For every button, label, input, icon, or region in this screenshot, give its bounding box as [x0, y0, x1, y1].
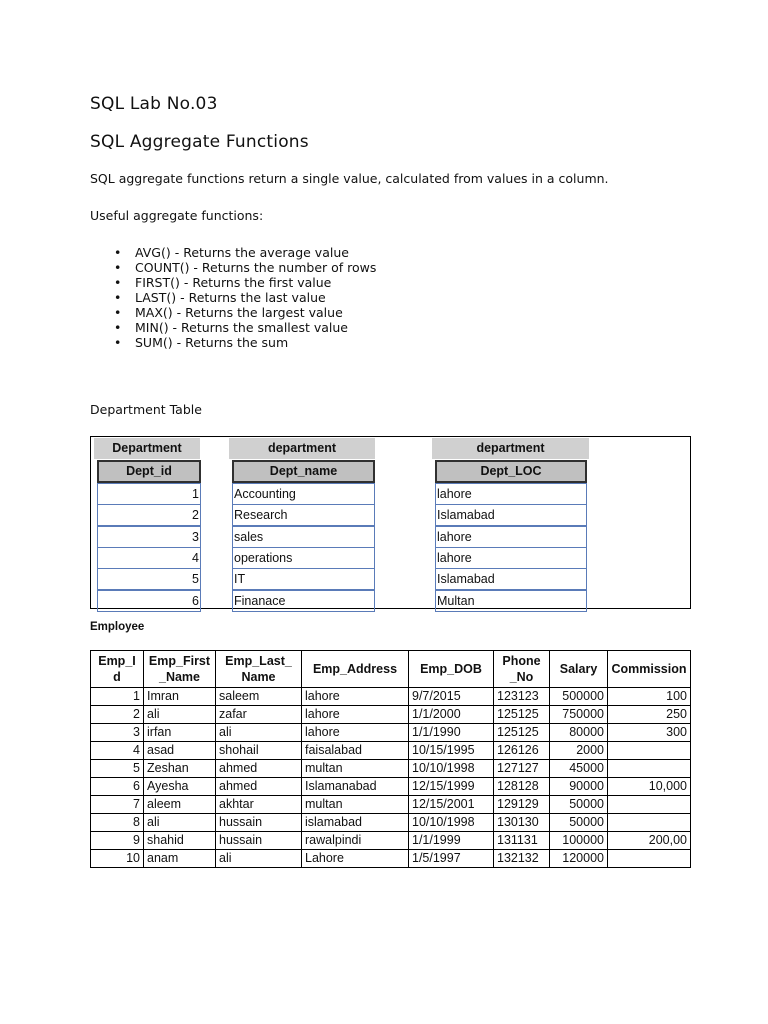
table-cell: ali	[216, 724, 302, 742]
bullet-icon: •	[114, 290, 122, 305]
table-cell: 129129	[494, 796, 550, 814]
intro-paragraph: SQL aggregate functions return a single value, calculated from values in a column.	[90, 171, 609, 186]
list-item	[90, 305, 376, 320]
section-title: SQL Aggregate Functions	[90, 132, 309, 152]
column-header: Phone _No	[494, 651, 550, 688]
table-cell: 10/10/1998	[409, 814, 494, 832]
list-item-text: MAX() - Returns the largest value	[135, 305, 343, 320]
table-cell: lahore	[435, 526, 587, 548]
table-cell: 125125	[494, 724, 550, 742]
table-cell: 10	[91, 850, 144, 868]
table-row	[91, 688, 691, 706]
table-cell: 300	[608, 724, 691, 742]
table-cell: 2	[91, 706, 144, 724]
table-row	[91, 760, 691, 778]
dept-name-column-header: Dept_name	[232, 460, 375, 483]
page-title: SQL Lab No.03	[90, 94, 218, 114]
table-cell	[608, 814, 691, 832]
table-cell: shohail	[216, 742, 302, 760]
column-header: Emp_I d	[91, 651, 144, 688]
table-cell: ali	[144, 706, 216, 724]
table-cell: Islamabad	[435, 504, 587, 526]
table-row	[91, 706, 691, 724]
table-cell: 12/15/1999	[409, 778, 494, 796]
table-cell: hussain	[216, 832, 302, 850]
bullet-icon: •	[114, 245, 122, 260]
useful-functions-label: Useful aggregate functions:	[90, 208, 264, 223]
table-cell: 7	[91, 796, 144, 814]
dept-loc-table-header: department	[432, 438, 589, 459]
list-item-text: FIRST() - Returns the first value	[135, 275, 332, 290]
table-cell: aleem	[144, 796, 216, 814]
table-cell: 126126	[494, 742, 550, 760]
list-item-text: COUNT() - Returns the number of rows	[135, 260, 377, 275]
table-cell: multan	[302, 760, 409, 778]
table-cell: Lahore	[302, 850, 409, 868]
table-cell: Islamanabad	[302, 778, 409, 796]
table-cell: Ayesha	[144, 778, 216, 796]
table-cell: 1	[97, 483, 201, 505]
table-row	[91, 724, 691, 742]
list-item-text: AVG() - Returns the average value	[135, 245, 349, 260]
table-cell: lahore	[302, 706, 409, 724]
table-cell: 500000	[550, 688, 608, 706]
table-cell: multan	[302, 796, 409, 814]
table-cell: Multan	[435, 590, 587, 612]
table-cell: 127127	[494, 760, 550, 778]
table-cell: 2	[97, 504, 201, 526]
table-row	[91, 814, 691, 832]
table-cell: 50000	[550, 814, 608, 832]
bullet-icon: •	[114, 275, 122, 290]
table-cell: anam	[144, 850, 216, 868]
table-cell: 123123	[494, 688, 550, 706]
table-cell: 1/1/2000	[409, 706, 494, 724]
table-cell: 100000	[550, 832, 608, 850]
table-cell: 125125	[494, 706, 550, 724]
table-cell: 1/1/1990	[409, 724, 494, 742]
table-cell: 4	[91, 742, 144, 760]
table-cell: 9	[91, 832, 144, 850]
table-cell: 90000	[550, 778, 608, 796]
table-cell: 128128	[494, 778, 550, 796]
table-header-row	[91, 651, 691, 688]
table-cell: irfan	[144, 724, 216, 742]
column-header: Emp_Address	[302, 651, 409, 688]
table-cell: 3	[97, 526, 201, 548]
list-item	[90, 335, 376, 350]
table-cell	[608, 760, 691, 778]
table-cell	[608, 850, 691, 868]
column-header: Emp_First _Name	[144, 651, 216, 688]
table-cell: lahore	[435, 547, 587, 569]
list-item	[90, 245, 376, 260]
table-cell: 2000	[550, 742, 608, 760]
table-cell: Islamabad	[435, 568, 587, 590]
table-cell: Accounting	[232, 483, 375, 505]
table-cell: 9/7/2015	[409, 688, 494, 706]
aggregate-function-list	[90, 245, 376, 350]
table-cell: 8	[91, 814, 144, 832]
table-cell: asad	[144, 742, 216, 760]
dept-id-column-header: Dept_id	[97, 460, 201, 483]
list-item	[90, 290, 376, 305]
table-cell: 5	[97, 568, 201, 590]
table-cell: 3	[91, 724, 144, 742]
bullet-icon: •	[114, 320, 122, 335]
table-cell: 130130	[494, 814, 550, 832]
table-cell	[608, 742, 691, 760]
employee-table-caption: Employee	[90, 621, 145, 633]
table-cell: lahore	[302, 724, 409, 742]
table-cell: Finanace	[232, 590, 375, 612]
bullet-icon: •	[114, 260, 122, 275]
list-item	[90, 320, 376, 335]
table-cell	[608, 796, 691, 814]
table-cell: 1/5/1997	[409, 850, 494, 868]
dept-name-table-header: department	[229, 438, 375, 459]
table-cell: ahmed	[216, 760, 302, 778]
table-cell: sales	[232, 526, 375, 548]
table-cell: 120000	[550, 850, 608, 868]
table-row	[91, 796, 691, 814]
table-cell: Research	[232, 504, 375, 526]
table-cell: 6	[97, 590, 201, 612]
table-row	[91, 742, 691, 760]
table-cell: 12/15/2001	[409, 796, 494, 814]
list-item-text: SUM() - Returns the sum	[135, 335, 289, 350]
department-table-caption: Department Table	[90, 402, 202, 417]
list-item	[90, 260, 376, 275]
table-cell: faisalabad	[302, 742, 409, 760]
bullet-icon: •	[114, 305, 122, 320]
table-cell: saleem	[216, 688, 302, 706]
column-header: Commission	[608, 651, 691, 688]
table-cell: rawalpindi	[302, 832, 409, 850]
table-cell: 5	[91, 760, 144, 778]
table-cell: zafar	[216, 706, 302, 724]
list-item-text: MIN() - Returns the smallest value	[135, 320, 349, 335]
table-row	[91, 778, 691, 796]
table-cell: 6	[91, 778, 144, 796]
dept-loc-column-header: Dept_LOC	[435, 460, 587, 483]
table-cell: IT	[232, 568, 375, 590]
table-cell: 250	[608, 706, 691, 724]
table-cell: 50000	[550, 796, 608, 814]
employee-table	[90, 650, 691, 868]
column-header: Emp_DOB	[409, 651, 494, 688]
table-cell: 750000	[550, 706, 608, 724]
table-cell: hussain	[216, 814, 302, 832]
table-cell: lahore	[302, 688, 409, 706]
table-cell: 1	[91, 688, 144, 706]
table-cell: ali	[216, 850, 302, 868]
table-cell: 1/1/1999	[409, 832, 494, 850]
table-cell: 200,00	[608, 832, 691, 850]
table-row	[91, 850, 691, 868]
table-cell: ali	[144, 814, 216, 832]
table-cell: 80000	[550, 724, 608, 742]
column-header: Emp_Last_ Name	[216, 651, 302, 688]
table-cell: ahmed	[216, 778, 302, 796]
bullet-icon: •	[114, 335, 122, 350]
table-cell: Imran	[144, 688, 216, 706]
list-item-text: LAST() - Returns the last value	[135, 290, 326, 305]
department-table-frame	[90, 436, 691, 609]
list-item	[90, 275, 376, 290]
table-cell: 10/10/1998	[409, 760, 494, 778]
table-cell: 4	[97, 547, 201, 569]
table-cell: shahid	[144, 832, 216, 850]
table-cell: 10,000	[608, 778, 691, 796]
table-cell: 10/15/1995	[409, 742, 494, 760]
table-cell: 100	[608, 688, 691, 706]
table-cell: operations	[232, 547, 375, 569]
table-cell: islamabad	[302, 814, 409, 832]
column-header: Salary	[550, 651, 608, 688]
dept-id-table-header: Department	[94, 438, 200, 459]
table-cell: 45000	[550, 760, 608, 778]
table-row	[91, 832, 691, 850]
table-cell: 132132	[494, 850, 550, 868]
table-cell: Zeshan	[144, 760, 216, 778]
table-cell: lahore	[435, 483, 587, 505]
table-cell: 131131	[494, 832, 550, 850]
table-cell: akhtar	[216, 796, 302, 814]
